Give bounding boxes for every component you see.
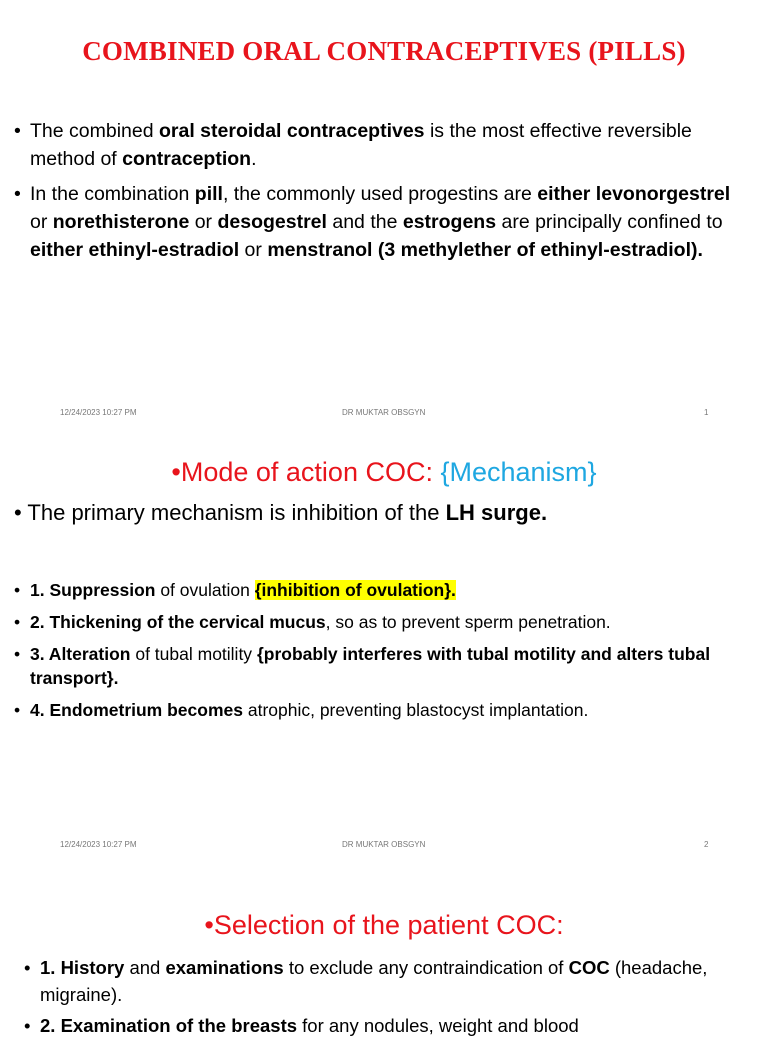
- slide-1-title: COMBINED ORAL CONTRACEPTIVES (PILLS): [82, 36, 686, 66]
- list-item: • 2. Examination of the breasts for any nodules, weight and blood: [24, 1012, 744, 1039]
- list-item: • 2. Thickening of the cervical mucus, so as to prevent sperm penetration.: [14, 610, 734, 634]
- slide-3-title: •Selection of the patient COC:: [204, 910, 564, 940]
- footer-author: DR MUKTAR OBSGYN: [342, 408, 426, 417]
- slide-2-title: •Mode of action COC: {Mechanism}: [171, 457, 597, 487]
- list-item: • 3. Alteration of tubal motility {probably interferes with tubal motility and alters tubal transport}.: [14, 642, 734, 690]
- slide-3-bullets: [24, 954, 744, 1043]
- page-number: 2: [704, 840, 709, 849]
- slide-2-mechanism-list: [14, 578, 734, 730]
- footer-date: 12/24/2023 10:27 PM: [60, 408, 137, 417]
- slide-2-lead: • The primary mechanism is inhibition of the LH surge.: [14, 500, 548, 525]
- list-item: • 1. History and examinations to exclude any contraindication of COC (headache, migraine).: [24, 954, 744, 1008]
- list-item: • 1. Suppression of ovulation {inhibition of ovulation}.: [14, 578, 734, 602]
- page-number: 1: [704, 408, 709, 417]
- slide-1: [0, 0, 768, 432]
- slide-3: [0, 864, 768, 1036]
- list-item: • 4. Endometrium becomes atrophic, preventing blastocyst implantation.: [14, 698, 734, 722]
- footer-author: DR MUKTAR OBSGYN: [342, 840, 426, 849]
- footer-date: 12/24/2023 10:27 PM: [60, 840, 137, 849]
- slide-1-bullets: [14, 117, 744, 271]
- slide-2: [0, 432, 768, 864]
- list-item: • The combined oral steroidal contraceptives is the most effective reversible method of contraception.: [14, 117, 744, 173]
- list-item: • In the combination pill, the commonly used progestins are either levonorgestrel or norethisterone or desogestrel and the estrogens are principally confined to either ethinyl-estradiol or menstranol (3 methylether of ethinyl-estradiol).: [14, 180, 744, 264]
